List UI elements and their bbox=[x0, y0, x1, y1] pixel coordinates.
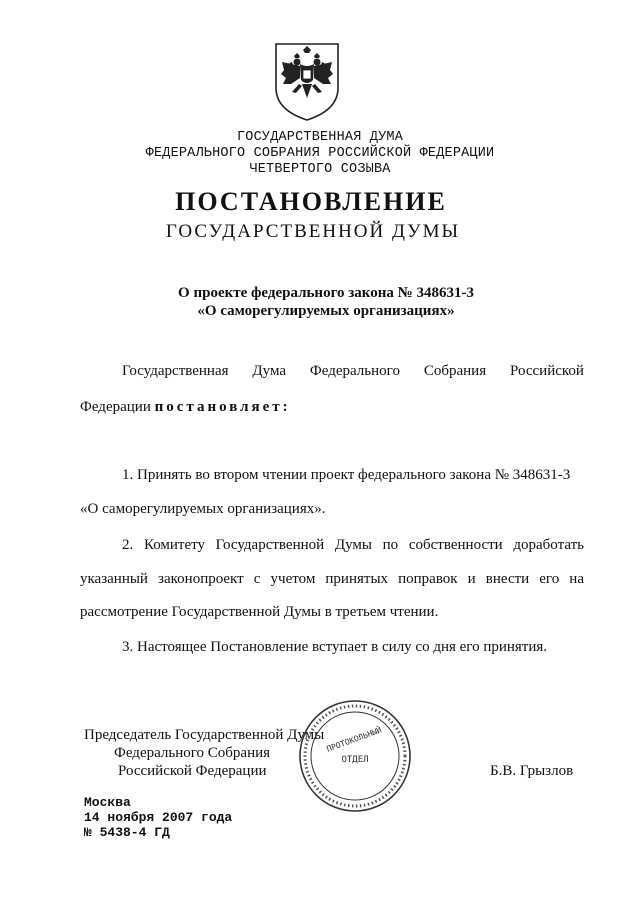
signatory-title-line-1: Председатель Государственной Думы bbox=[84, 727, 325, 743]
preamble-line-2 bbox=[80, 398, 584, 416]
subject-line-2: «О саморегулируемых организациях» bbox=[197, 303, 455, 319]
subject-line-1: О проекте федерального закона № 348631-3 bbox=[178, 285, 474, 301]
item-2-line-2: указанный законопроект с учетом принятых поправок и внести его на bbox=[80, 571, 584, 587]
item-1-line-2: «О саморегулируемых организациях». bbox=[80, 501, 326, 517]
official-stamp bbox=[297, 698, 413, 814]
preamble-word: Федерального bbox=[309, 363, 400, 379]
coat-of-arms-emblem bbox=[272, 40, 342, 124]
stamp-inner-text: ПРОТОКОЛЬНЫЙ bbox=[325, 725, 383, 754]
round-stamp-icon bbox=[297, 698, 413, 814]
stamp-center-text: ОТДЕЛ bbox=[341, 755, 369, 765]
double-headed-eagle-icon bbox=[272, 40, 342, 124]
item-2-line-1: 2. Комитету Государственной Думы по собственности доработать bbox=[122, 537, 584, 553]
preamble-word: Дума bbox=[252, 363, 287, 379]
org-line-1: ГОСУДАРСТВЕННАЯ ДУМА bbox=[236, 130, 404, 145]
item-1-line-1: 1. Принять во втором чтении проект федерального закона № 348631-3 bbox=[122, 467, 571, 483]
signatory-title-line-2: Федерального Собрания bbox=[114, 745, 271, 761]
footer-city: Москва bbox=[84, 795, 131, 810]
preamble-word: Собрания bbox=[423, 363, 487, 379]
item-2-line-3: рассмотрение Государственной Думы в третьем чтении. bbox=[80, 604, 439, 620]
preamble-resolves: постановляет: bbox=[154, 399, 291, 415]
org-line-3: ЧЕТВЕРТОГО СОЗЫВА bbox=[249, 162, 391, 177]
signatory-name: Б.В. Грызлов bbox=[490, 763, 574, 779]
preamble-word: Государственная bbox=[122, 363, 229, 379]
preamble-federation: Федерации bbox=[80, 399, 151, 415]
footer-number: № 5438-4 ГД bbox=[84, 825, 170, 840]
document-type-subtitle: ГОСУДАРСТВЕННОЙ ДУМЫ bbox=[165, 221, 461, 242]
preamble-line-1 bbox=[122, 362, 584, 380]
preamble-word: Российской bbox=[510, 363, 584, 379]
footer-date: 14 ноября 2007 года bbox=[84, 810, 233, 825]
signatory-title-line-3: Российской Федерации bbox=[118, 763, 267, 779]
item-3-line-1: 3. Настоящее Постановление вступает в силу со дня его принятия. bbox=[122, 639, 548, 655]
org-line-2: ФЕДЕРАЛЬНОГО СОБРАНИЯ РОССИЙСКОЙ ФЕДЕРАЦИИ bbox=[145, 146, 495, 161]
document-type-title: ПОСТАНОВЛЕНИЕ bbox=[175, 187, 447, 216]
